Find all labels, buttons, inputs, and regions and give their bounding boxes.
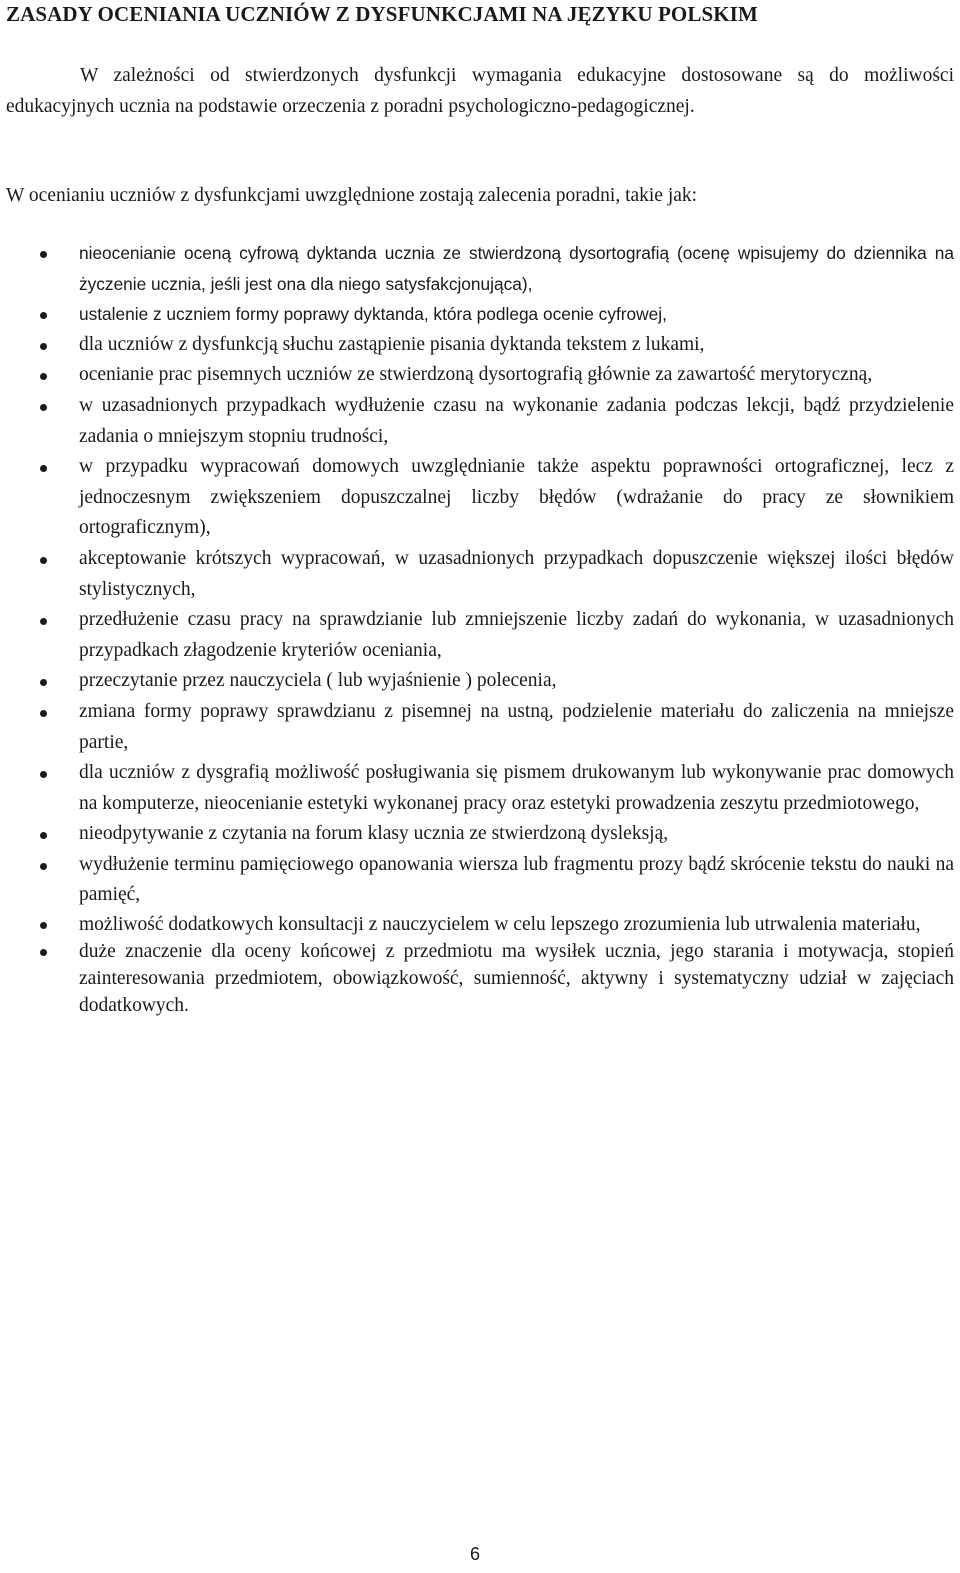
- list-item-text: wydłużenie terminu pamięciowego opanowania wiersza lub fragmentu prozy bądź skrócenie tekstu do nauki na pamięć,: [79, 853, 954, 906]
- list-item-text: dla uczniów z dysfunkcją słuchu zastąpienie pisania dyktanda tekstem z lukami,: [79, 333, 705, 355]
- intro-paragraph: W zależności od stwierdzonych dysfunkcji wymagania edukacyjne dostosowane są do możliwości edukacyjnych ucznia na podstawie orzeczenia z poradni psychologiczno-pedagogicznej.: [6, 65, 954, 117]
- bullet-icon: [40, 949, 47, 956]
- bullet-icon: [40, 373, 47, 380]
- list-item: [0, 238, 954, 299]
- list-item: [0, 758, 954, 819]
- bullet-icon: [40, 343, 47, 350]
- bullet-icon: [40, 465, 47, 472]
- list-item: [0, 697, 954, 758]
- list-item: [0, 330, 954, 361]
- bullet-icon: [40, 251, 47, 258]
- lead-paragraph: W ocenianiu uczniów z dysfunkcjami uwzględnione zostają zalecenia poradni, takie jak:: [6, 185, 698, 206]
- list-item-text: przeczytanie przez nauczyciela ( lub wyjaśnienie ) polecenia,: [79, 670, 557, 692]
- list-item-text: duże znaczenie dla oceny końcowej z przedmiotu ma wysiłek ucznia, jego starania i motywacja, stopień zainteresowania przedmiotem, obowiązkowość, sumienność, aktywny i systematyczny udział w zajęciach dodatkowych.: [79, 941, 954, 1017]
- list-item: [0, 938, 954, 1019]
- list-item: [0, 666, 954, 697]
- bullet-icon: [40, 557, 47, 564]
- list-item: [0, 452, 954, 544]
- bullet-icon: [40, 679, 47, 686]
- list-item-text: w uzasadnionych przypadkach wydłużenie czasu na wykonanie zadania podczas lekcji, bądź przydzielenie zadania o mniejszym stopniu trudności,: [79, 394, 954, 447]
- list-item: [0, 605, 954, 666]
- list-item-text: dla uczniów z dysgrafią możliwość posługiwania się pismem drukowanym lub wykonywanie prac domowych na komputerze, nieocenianie estetyki wykonanej pracy oraz estetyki prowadzenia zeszytu przedmiotowego,: [79, 762, 954, 814]
- bullet-icon: [40, 710, 47, 717]
- bullet-icon: [40, 771, 47, 778]
- list-item-text: w przypadku wypracowań domowych uwzględnianie także aspektu poprawności ortograficznej, lecz z jednoczesnym zwiększeniem dopuszczalnej liczby błędów (wdrażanie do pracy ze słownikiem ortograficznym),: [79, 456, 954, 539]
- list-item-text: możliwość dodatkowych konsultacji z nauczycielem w celu lepszego zrozumienia lub utrwalenia materiału,: [79, 914, 921, 936]
- list-item-text: ustalenie z uczniem formy poprawy dyktanda, która podlega ocenie cyfrowej,: [79, 304, 667, 325]
- bullet-icon: [40, 832, 47, 839]
- list-item-text: przedłużenie czasu pracy na sprawdzianie lub zmniejszenie liczby zadań do wykonania, w uzasadnionych przypadkach złagodzenie kryteriów oceniania,: [79, 609, 954, 661]
- list-item: [0, 911, 954, 938]
- list-item: [0, 360, 954, 391]
- recommendations-list: [0, 238, 960, 1019]
- list-item: [0, 299, 954, 330]
- list-item: [0, 850, 954, 911]
- bullet-icon: [40, 922, 47, 929]
- page-number: 6: [470, 1544, 481, 1564]
- list-item-text: zmiana formy poprawy sprawdzianu z pisemnej na ustną, podzielenie materiału do zaliczenia na mniejsze partie,: [79, 700, 954, 753]
- bullet-icon: [40, 863, 47, 870]
- list-item-text: nieocenianie oceną cyfrową dyktanda ucznia ze stwierdzoną dysortografią (ocenę wpisujemy do dziennika na życzenie ucznia, jeśli jest ona dla niego satysfakcjonująca),: [79, 243, 954, 294]
- list-item-text: ocenianie prac pisemnych uczniów ze stwierdzoną dysortografią głównie za zawartość merytoryczną,: [79, 364, 873, 386]
- list-item: [0, 391, 954, 452]
- document-title: ZASADY OCENIANIA UCZNIÓW Z DYSFUNKCJAMI NA JĘZYKU POLSKIM: [6, 2, 758, 26]
- list-item-text: nieodpytywanie z czytania na forum klasy ucznia ze stwierdzoną dysleksją,: [79, 823, 669, 845]
- list-item: [0, 819, 954, 850]
- bullet-icon: [40, 404, 47, 411]
- bullet-icon: [40, 312, 47, 319]
- list-item: [0, 544, 954, 605]
- bullet-icon: [40, 618, 47, 625]
- list-item-text: akceptowanie krótszych wypracowań, w uzasadnionych przypadkach dopuszczenie większej ilości błędów stylistycznych,: [79, 547, 954, 600]
